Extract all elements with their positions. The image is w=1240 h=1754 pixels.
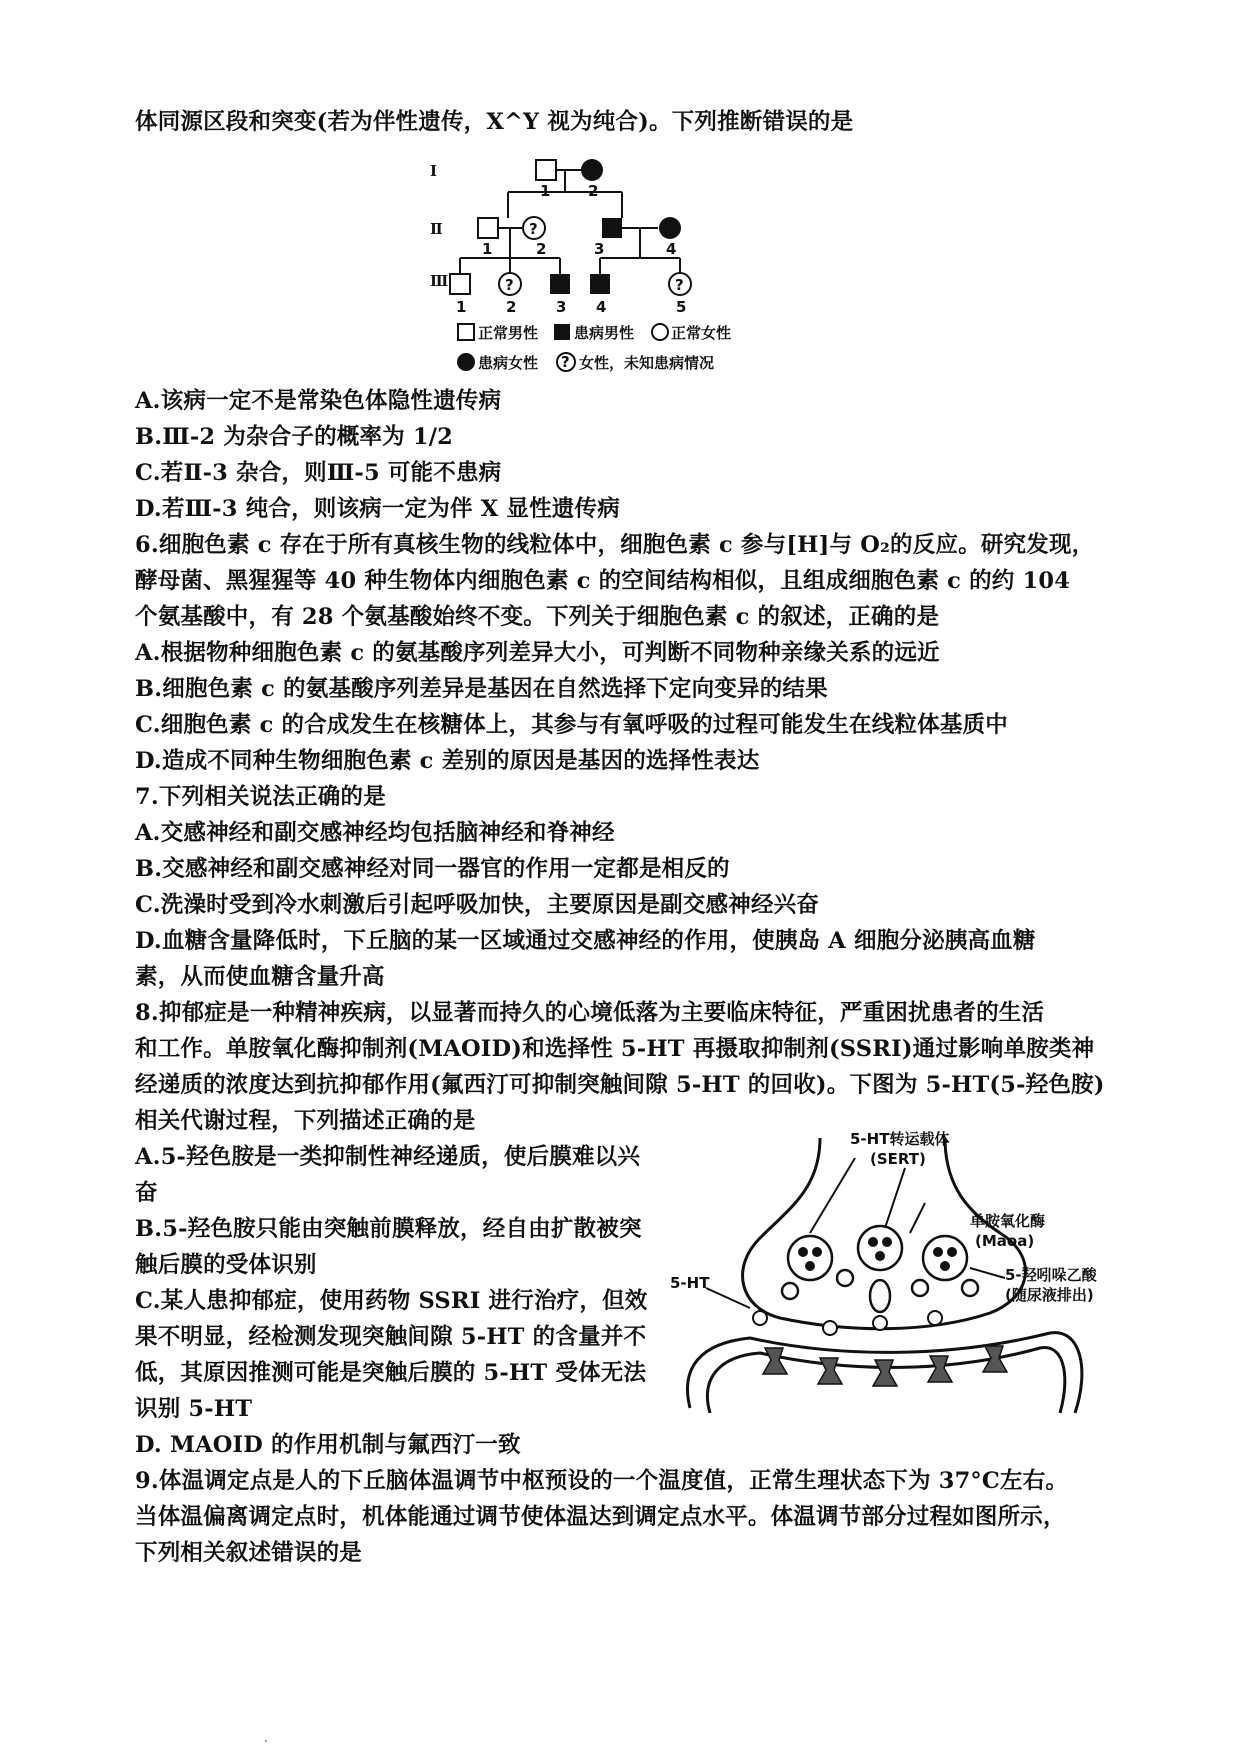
q8-option-d: D. MAOID 的作用机制与氟西汀一致 [135,1432,521,1458]
q7-option-d-continued: 素，从而使血糖含量升高 [135,964,385,990]
I-1-number: 1 [540,182,551,200]
q9-stem-line-2: 当体温偏离调定点时，机体能通过调节使体温达到调定点水平。体温调节部分过程如图所示， [135,1504,1066,1530]
legend-normal-female-icon [652,324,668,340]
q8-stem-line-2: 和工作。单胺氧化酶抑制剂(MAOID)和选择性 5-HT 再摄取抑制剂(SSRI)通过影响单胺类神 [135,1036,1095,1062]
stray-mark [265,1740,267,1742]
gen-label-2: Ⅱ [430,220,443,238]
II-4-number: 4 [666,240,677,258]
q7-option-c: C.洗澡时受到冷水刺激后引起呼吸加快，主要原因是副交感神经兴奋 [135,892,820,918]
label-5ht: 5-HT [670,1274,710,1292]
svg-text:?: ? [505,276,514,294]
q7-option-d: D.血糖含量降低时，下丘脑的某一区域通过交感神经的作用，使胰岛 A 细胞分泌胰高血糖 [135,928,1036,954]
legend-affected-male: 患病男性 [574,324,635,342]
q5-intro-line: 体同源区段和突变(若为伴性遗传，X^Y 视为纯合)。下列推断错误的是 [135,109,854,135]
legend-affected-female: 患病女性 [478,354,539,372]
label-product-2: (随尿液排出) [1005,1286,1094,1304]
synapse-diagram [670,1128,1100,1418]
legend-normal-male-icon [458,324,474,340]
q6-stem-line-1: 6.细胞色素 c 存在于所有真核生物的线粒体中，细胞色素 c 参与[H]与 O₂的反应。研究发现， [135,532,1095,558]
III-4-number: 4 [596,298,607,316]
q7-option-b: B.交感神经和副交感神经对同一器官的作用一定都是相反的 [135,856,730,882]
label-sert-1: 5-HT转运载体 [850,1130,950,1148]
II-4-affected-female [659,217,681,239]
q9-stem-line-3: 下列相关叙述错误的是 [135,1540,363,1566]
II-2-number: 2 [536,240,547,258]
label-product-1: 5-羟吲哚乙酸 [1005,1266,1097,1284]
q8-stem-line-1: 8.抑郁症是一种精神疾病，以显著而持久的心境低落为主要临床特征，严重困扰患者的生活 [135,1000,1045,1026]
q6-option-c: C.细胞色素 c 的合成发生在核糖体上，其参与有氧呼吸的过程可能发生在线粒体基质中 [135,712,1008,738]
q6-stem-line-2: 酵母菌、黑猩猩等 40 种生物体内细胞色素 c 的空间结构相似，且组成细胞色素 c 的约 104 [135,568,1071,594]
pedigree-chart [430,140,820,380]
I-2-affected-female [581,159,603,181]
III-5-number: 5 [676,298,687,316]
I-1-normal-male [536,160,556,180]
III-4-affected-male [590,274,610,294]
II-3-number: 3 [594,240,605,258]
II-1-normal-male [478,218,498,238]
I-2-number: 2 [588,182,599,200]
label-maoa-2: (Maoa) [975,1232,1035,1250]
svg-text:?: ? [675,276,684,294]
q8-stem-line-4: 相关代谢过程，下列描述正确的是 [135,1108,476,1134]
q7-stem: 7.下列相关说法正确的是 [135,784,386,810]
q8-option-a: A.5-羟色胺是一类抑制性神经递质，使后膜难以兴奋 [135,1144,641,1206]
gen-label-3: Ⅲ [430,272,449,290]
q6-option-a: A.根据物种细胞色素 c 的氨基酸序列差异大小，可判断不同物种亲缘关系的远近 [135,640,940,666]
III-3-affected-male [550,274,570,294]
q6-option-b: B.细胞色素 c 的氨基酸序列差异是基因在自然选择下定向变异的结果 [135,676,828,702]
q9-stem-line-1: 9.体温调定点是人的下丘脑体温调节中枢预设的一个温度值，正常生理状态下为 37°C左右。 [135,1468,1069,1494]
q7-option-a: A.交感神经和副交感神经均包括脑神经和脊神经 [135,820,615,846]
legend-unknown-female: 女性，未知患病情况 [579,354,715,372]
legend-affected-male-icon [554,324,570,340]
legend-normal-male: 正常男性 [478,324,539,342]
q8-stem-line-3: 经递质的浓度达到抗抑郁作用(氟西汀可抑制突触间隙 5-HT 的回收)。下图为 5-HT(5-羟色胺) [135,1072,1105,1098]
II-1-number: 1 [482,240,493,258]
q6-stem-line-3: 个氨基酸中，有 28 个氨基酸始终不变。下列关于细胞色素 c 的叙述，正确的是 [135,604,940,630]
legend-normal-female: 正常女性 [671,324,732,342]
q8-option-b: B.5-羟色胺只能由突触前膜释放，经自由扩散被突触后膜的受体识别 [135,1216,642,1278]
label-maoa-1: 单胺氧化酶 [970,1212,1046,1230]
II-3-affected-male [602,218,622,238]
III-1-number: 1 [456,298,467,316]
gen-label-1: Ⅰ [430,162,438,180]
III-3-number: 3 [556,298,567,316]
q6-option-d: D.造成不同种生物细胞色素 c 差别的原因是基因的选择性表达 [135,748,760,774]
III-1-normal-male [450,274,470,294]
q8-option-c: C.某人患抑郁症，使用药物 SSRI 进行治疗，但效果不明显，经检测发现突触间隙 5-HT 的含量并不低，其原因推测可能是突触后膜的 5-HT 受体无法识别 5-HT [135,1288,648,1422]
label-sert-2: (SERT) [870,1150,926,1168]
q5-option-d: D.若Ⅲ-3 纯合，则该病一定为伴 X 显性遗传病 [135,496,620,522]
q5-option-b: B.Ⅲ-2 为杂合子的概率为 1/2 [135,424,454,450]
svg-text:?: ? [529,220,538,238]
legend-affected-female-icon [457,353,475,371]
q5-option-c: C.若Ⅱ-3 杂合，则Ⅲ-5 可能不患病 [135,460,502,486]
svg-text:?: ? [561,353,570,371]
III-2-number: 2 [506,298,517,316]
q5-option-a: A.该病一定不是常染色体隐性遗传病 [135,388,502,414]
